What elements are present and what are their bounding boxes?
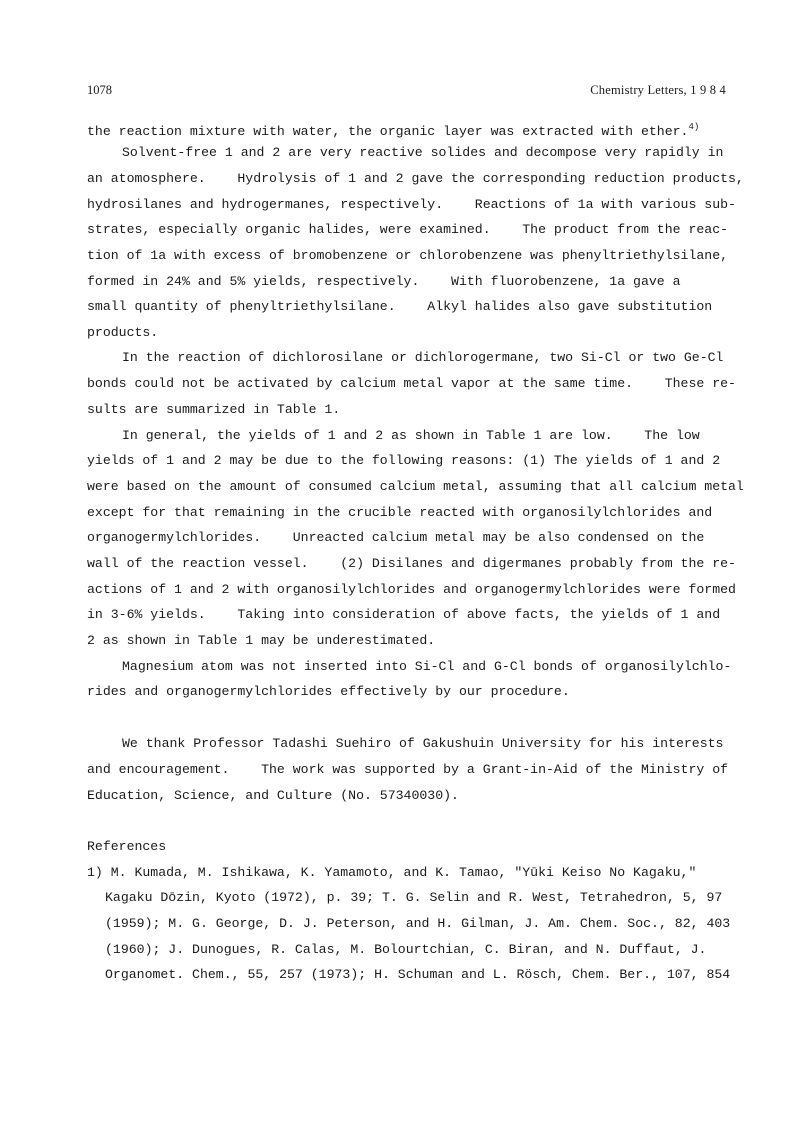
body-line: an atomosphere. Hydrolysis of 1 and 2 gave the corresponding reduction products, <box>87 171 744 186</box>
references-heading: References <box>87 839 167 854</box>
body-line: sults are summarized in Table 1. <box>87 402 341 417</box>
acknowledgment-line: Education, Science, and Culture (No. 57340030). <box>87 788 459 803</box>
body-line: bonds could not be activated by calcium metal vapor at the same time. These re- <box>87 376 736 391</box>
body-line: small quantity of phenyltriethylsilane. Alkyl halides also gave substitution <box>87 299 713 314</box>
reference-line: 1) M. Kumada, M. Ishikawa, K. Yamamoto, and K. Tamao, "Yūki Keiso No Kagaku," <box>87 865 697 880</box>
body-line: products. <box>87 325 159 340</box>
body-line: formed in 24% and 5% yields, respectively. With fluorobenzene, 1a gave a <box>87 274 681 289</box>
reference-line: Kagaku Dōzin, Kyoto (1972), p. 39; T. G. Selin and R. West, Tetrahedron, 5, 97 <box>105 890 723 905</box>
acknowledgment-line: and encouragement. The work was supported by a Grant-in-Aid of the Ministry of <box>87 762 729 777</box>
reference-line: (1959); M. G. George, D. J. Peterson, and H. Gilman, J. Am. Chem. Soc., 82, 403 <box>105 916 731 931</box>
body-line: actions of 1 and 2 with organosilylchlorides and organogermylchlorides were formed <box>87 582 736 597</box>
page-number: 1078 <box>87 83 112 97</box>
body-line: 2 as shown in Table 1 may be underestimated. <box>87 633 436 648</box>
body-line: were based on the amount of consumed calcium metal, assuming that all calcium metal <box>87 479 744 494</box>
reference-line: Organomet. Chem., 55, 257 (1973); H. Schuman and L. Rösch, Chem. Ber., 107, 854 <box>105 967 731 982</box>
body-line: yields of 1 and 2 may be due to the following reasons: (1) The yields of 1 and 2 <box>87 453 721 468</box>
body-line: organogermylchlorides. Unreacted calcium metal may be also condensed on the <box>87 530 705 545</box>
footnote-ref: 4) <box>688 122 700 132</box>
journal-header: Chemistry Letters, 1 9 8 4 <box>590 83 726 97</box>
body-line: Solvent-free 1 and 2 are very reactive solides and decompose very rapidly in <box>122 145 724 160</box>
acknowledgment-line: We thank Professor Tadashi Suehiro of Gakushuin University for his interests <box>122 736 724 751</box>
body-line: In general, the yields of 1 and 2 as shown in Table 1 are low. The low <box>122 428 700 443</box>
body-line: the reaction mixture with water, the organic layer was extracted with ether.$^{4)}$ <box>87 122 700 139</box>
reference-line: (1960); J. Dunogues, R. Calas, M. Bolourtchian, C. Biran, and N. Duffaut, J. <box>105 942 707 957</box>
body-line: rides and organogermylchlorides effectively by our procedure. <box>87 684 570 699</box>
body-line: hydrosilanes and hydrogermanes, respectively. Reactions of 1a with various sub- <box>87 197 736 212</box>
body-line: strates, especially organic halides, were examined. The product from the reac- <box>87 222 729 237</box>
body-line: in 3-6% yields. Taking into consideration of above facts, the yields of 1 and <box>87 607 721 622</box>
body-line: Magnesium atom was not inserted into Si-Cl and G-Cl bonds of organosilylchlo- <box>122 659 732 674</box>
body-line: tion of 1a with excess of bromobenzene or chlorobenzene was phenyltriethylsilane, <box>87 248 729 263</box>
body-line: In the reaction of dichlorosilane or dichlorogermane, two Si-Cl or two Ge-Cl <box>122 350 724 365</box>
body-line: wall of the reaction vessel. (2) Disilanes and digermanes probably from the re- <box>87 556 736 571</box>
body-line: except for that remaining in the crucible reacted with organosilylchlorides and <box>87 505 713 520</box>
